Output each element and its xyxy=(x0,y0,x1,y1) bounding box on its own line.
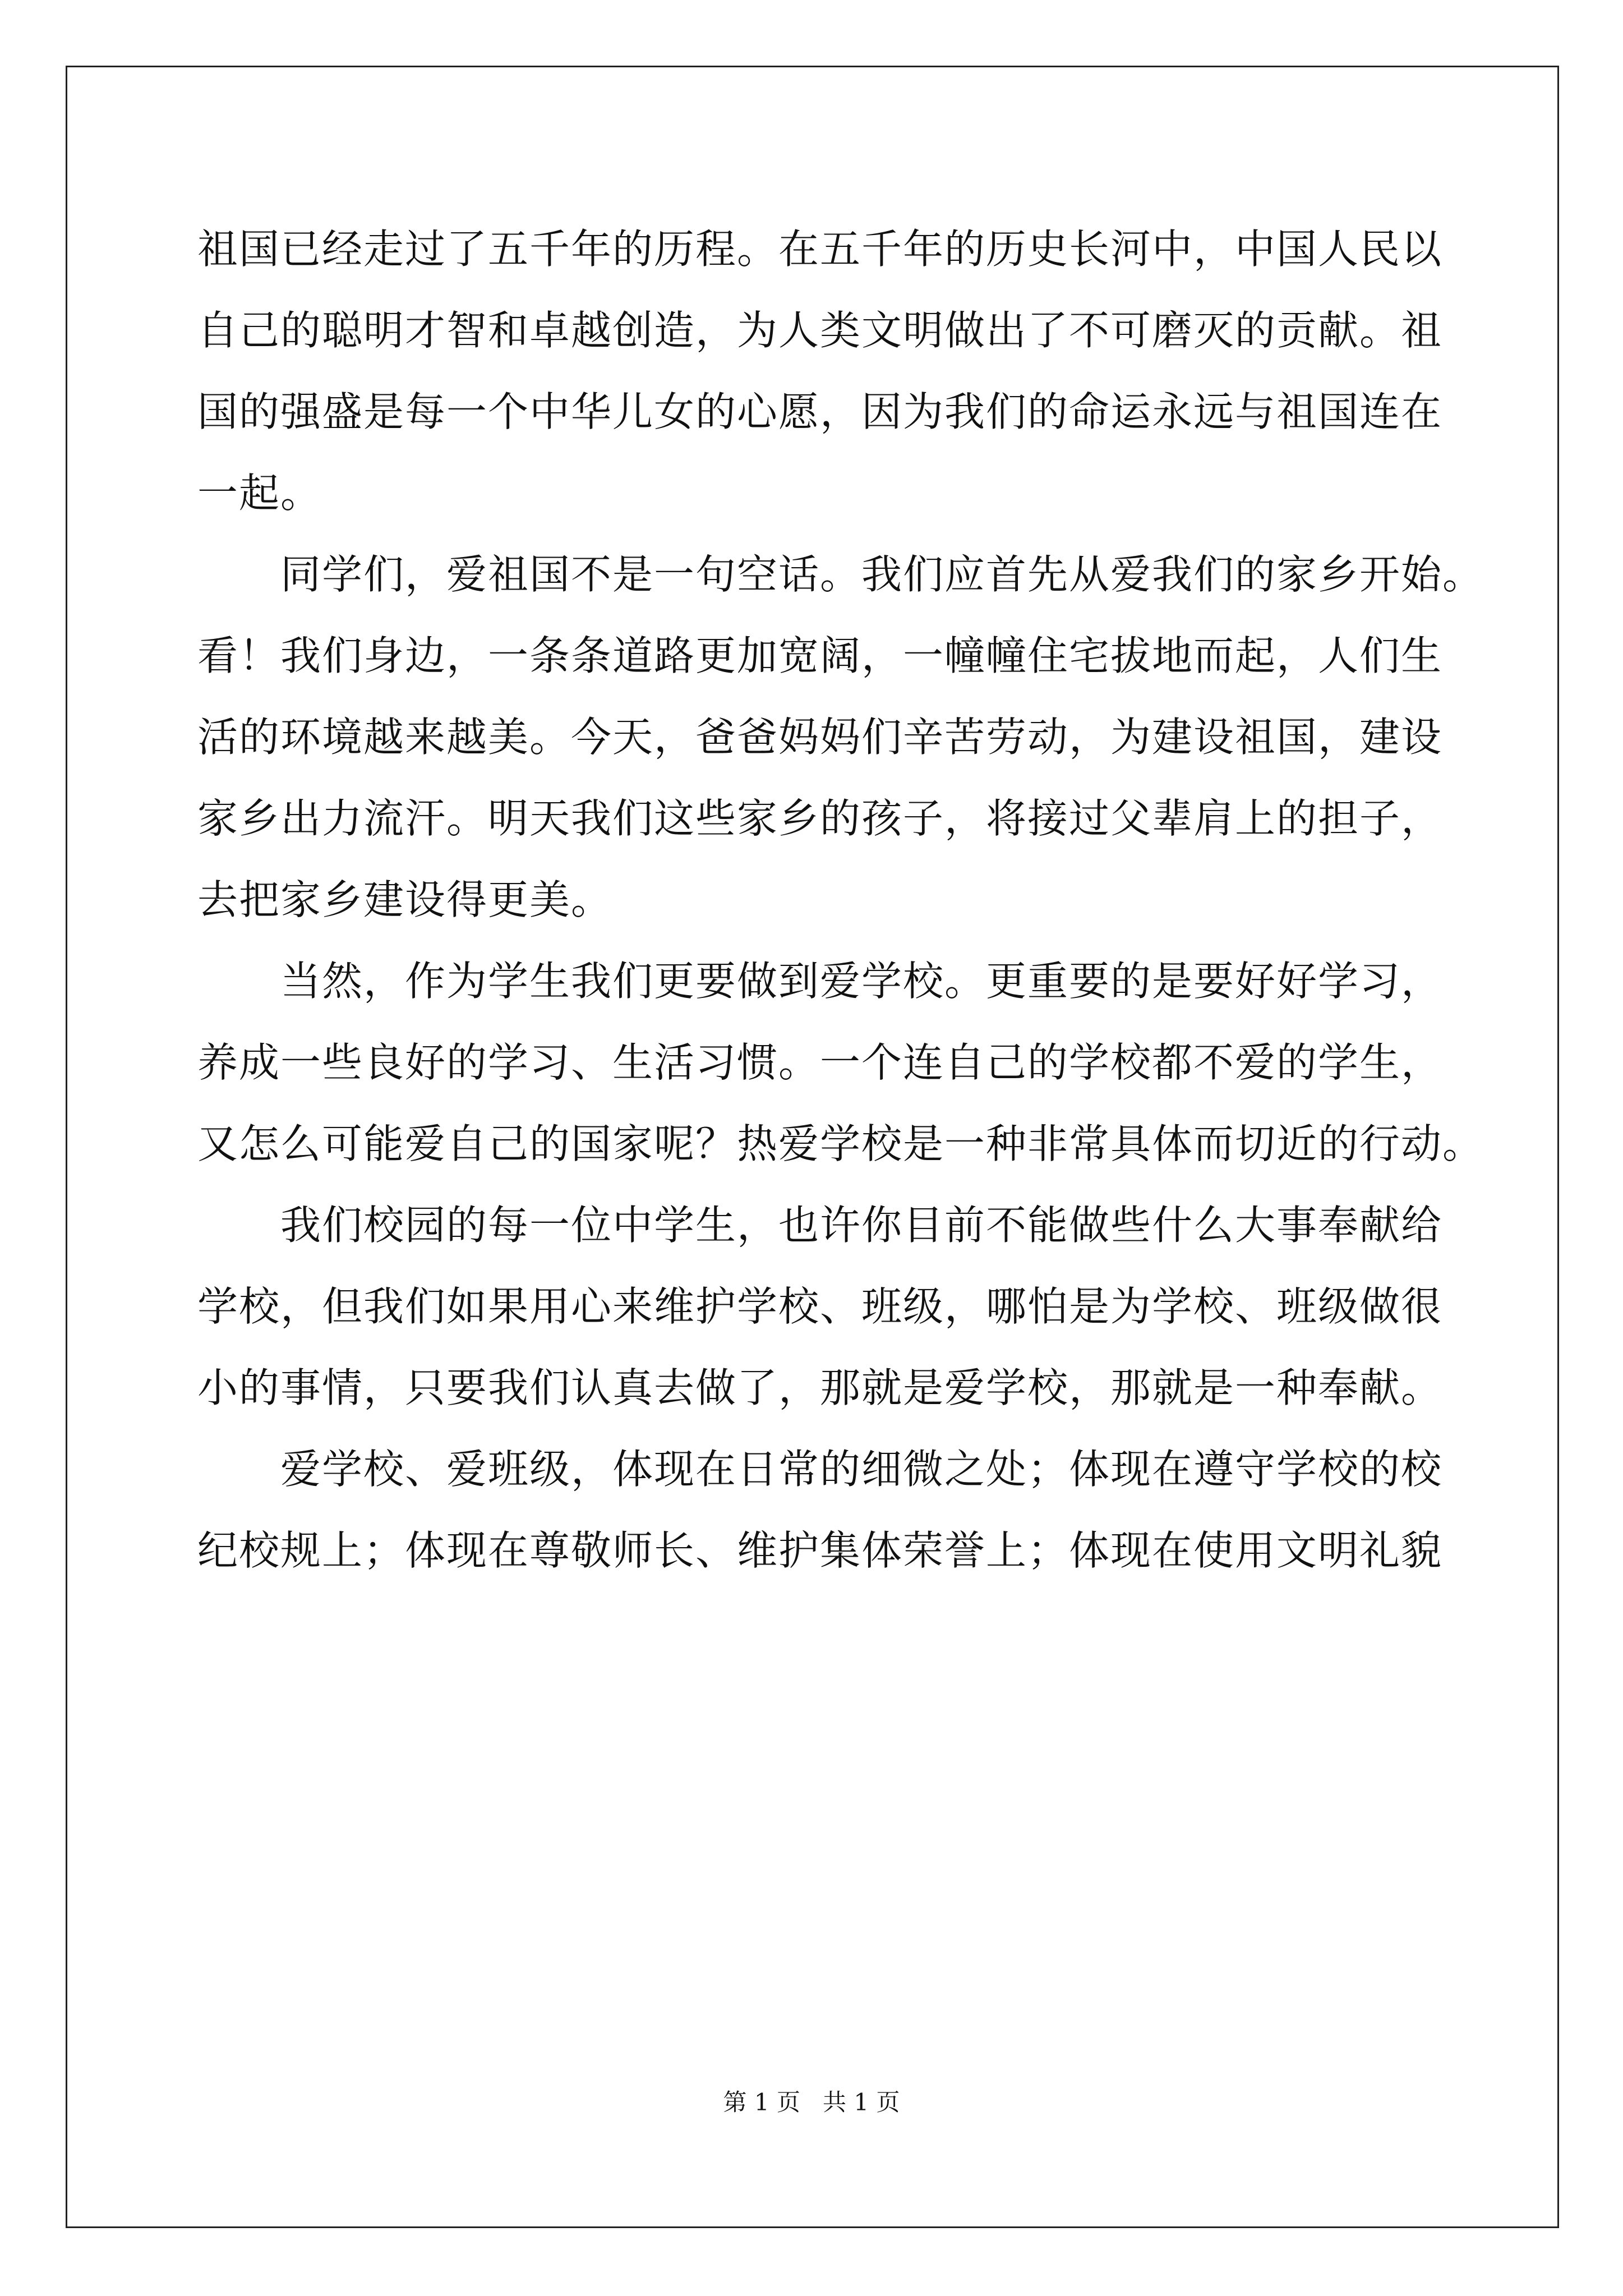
text-line: 活的环境越来越美。今天，爸爸妈妈们辛苦劳动，为建设祖国，建设 xyxy=(197,714,1443,761)
text-line: 去把家乡建设得更美。 xyxy=(197,876,613,923)
text-line: 国的强盛是每一个中华儿女的心愿，因为我们的命运永远与祖国连在 xyxy=(197,388,1443,435)
text-line: 学校，但我们如果用心来维护学校、班级，哪怕是为学校、班级做很 xyxy=(197,1283,1443,1330)
text-line: 又怎么可能爱自己的国家呢？热爱学校是一种非常具体而切近的行动。 xyxy=(197,1120,1484,1167)
paragraph-start-line: 爱学校、爱班级，体现在日常的细微之处；体现在遵守学校的校 xyxy=(280,1446,1443,1493)
paragraph-start-line: 我们校园的每一位中学生，也许你目前不能做些什么大事奉献给 xyxy=(280,1202,1443,1249)
page-number-footer: 第 1 页 共 1 页 xyxy=(723,2088,900,2116)
text-line: 小的事情，只要我们认真去做了，那就是爱学校，那就是一种奉献。 xyxy=(197,1364,1443,1411)
document-body xyxy=(197,209,1484,1591)
text-line: 一起。 xyxy=(197,470,322,517)
paragraph-start-line: 同学们，爱祖国不是一句空话。我们应首先从爱我们的家乡开始。 xyxy=(280,551,1484,598)
text-line: 养成一些良好的学习、生活习惯。一个连自己的学校都不爱的学生， xyxy=(197,1039,1443,1086)
text-line: 看！我们身边，一条条道路更加宽阔，一幢幢住宅拔地而起，人们生 xyxy=(197,632,1443,679)
text-line: 纪校规上；体现在尊敬师长、维护集体荣誉上；体现在使用文明礼貌 xyxy=(197,1527,1443,1574)
text-line: 家乡出力流汗。明天我们这些家乡的孩子，将接过父辈肩上的担子， xyxy=(197,795,1443,842)
text-line: 自己的聪明才智和卓越创造，为人类文明做出了不可磨灭的贡献。祖 xyxy=(197,307,1443,354)
paragraph-start-line: 当然，作为学生我们更要做到爱学校。更重要的是要好好学习， xyxy=(280,958,1443,1005)
text-line: 祖国已经走过了五千年的历程。在五千年的历史长河中，中国人民以 xyxy=(197,226,1443,273)
